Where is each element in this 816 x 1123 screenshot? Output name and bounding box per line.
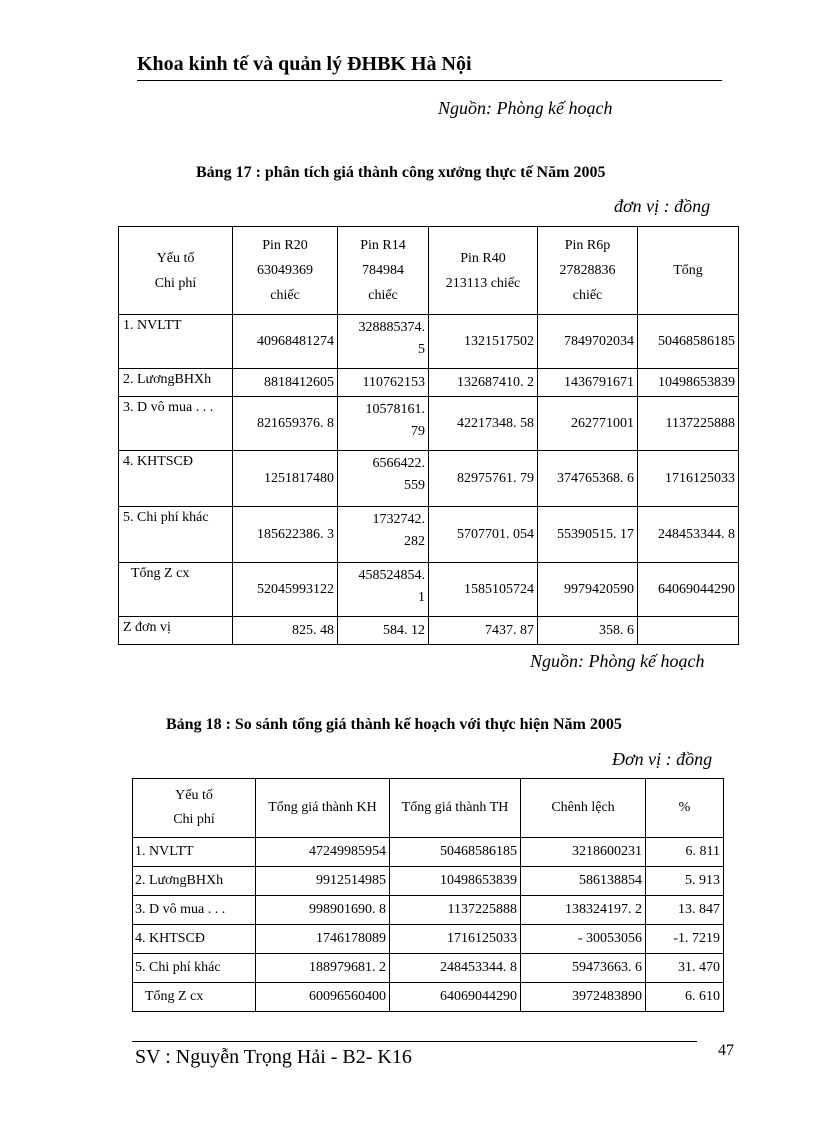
table-header-row <box>133 779 724 838</box>
row-label: 2. LươngBHXh <box>119 369 233 397</box>
cell-r20: 1251817480 <box>233 451 338 507</box>
cell-total <box>638 617 739 645</box>
cell-r40: 1321517502 <box>429 315 538 369</box>
cost-analysis-table <box>118 226 739 645</box>
cell-planned: 47249985954 <box>256 838 390 867</box>
cell-r20: 52045993122 <box>233 563 338 617</box>
footer-divider <box>132 1041 697 1042</box>
header-cell-total: Tổng <box>638 227 739 315</box>
cell-percent: 6. 811 <box>646 838 724 867</box>
row-label: Tổng Z cx <box>133 983 256 1012</box>
table-row <box>133 896 724 925</box>
page-number: 47 <box>718 1042 734 1059</box>
table-row-total <box>119 563 739 617</box>
header-cell-percent: % <box>646 779 724 838</box>
cell-planned: 60096560400 <box>256 983 390 1012</box>
cell-r40: 82975761. 79 <box>429 451 538 507</box>
table-row <box>119 617 739 645</box>
cell-r40: 7437. 87 <box>429 617 538 645</box>
header-cell-r20: Pin R20 63049369 chiếc <box>233 227 338 315</box>
cell-r14: 584. 12 <box>338 617 429 645</box>
cell-r20: 825. 48 <box>233 617 338 645</box>
cell-r14: 6566422. 559 <box>338 451 429 507</box>
cell-percent: 31. 470 <box>646 954 724 983</box>
cell-r40: 5707701. 054 <box>429 507 538 563</box>
cell-actual: 10498653839 <box>390 867 521 896</box>
cell-r20: 185622386. 3 <box>233 507 338 563</box>
cell-r40: 132687410. 2 <box>429 369 538 397</box>
table17-source: Nguồn: Phòng kế hoạch <box>530 651 705 671</box>
cell-percent: 13. 847 <box>646 896 724 925</box>
table-row <box>119 397 739 451</box>
row-label: Z đơn vị <box>119 617 233 645</box>
header-cell-r6p: Pin R6p 27828836 chiếc <box>538 227 638 315</box>
cell-total: 50468586185 <box>638 315 739 369</box>
row-label: 4. KHTSCĐ <box>119 451 233 507</box>
table18-caption: Bảng 18 : So sánh tổng giá thành kế hoạch với thực hiện Năm 2005 <box>166 716 622 733</box>
cell-r40: 1585105724 <box>429 563 538 617</box>
cell-total: 1716125033 <box>638 451 739 507</box>
row-label: 3. D vô mua . . . <box>133 896 256 925</box>
cell-planned: 9912514985 <box>256 867 390 896</box>
cell-r14: 458524854. 1 <box>338 563 429 617</box>
cell-total: 248453344. 8 <box>638 507 739 563</box>
header-cell-factor: Yếu tố Chi phí <box>133 779 256 838</box>
cell-difference: 3972483890 <box>521 983 646 1012</box>
cell-difference: 138324197. 2 <box>521 896 646 925</box>
table-row-total <box>133 983 724 1012</box>
table-row <box>119 369 739 397</box>
table-row <box>119 507 739 563</box>
page-header <box>137 52 722 81</box>
source-note-top: Nguồn: Phòng kế hoạch <box>438 98 613 118</box>
header-cell-difference: Chênh lệch <box>521 779 646 838</box>
table-row <box>133 867 724 896</box>
table-row <box>119 451 739 507</box>
cell-actual: 64069044290 <box>390 983 521 1012</box>
cell-actual: 1137225888 <box>390 896 521 925</box>
cell-r20: 8818412605 <box>233 369 338 397</box>
cell-actual: 248453344. 8 <box>390 954 521 983</box>
cell-r40: 42217348. 58 <box>429 397 538 451</box>
cell-r20: 40968481274 <box>233 315 338 369</box>
cell-planned: 1746178089 <box>256 925 390 954</box>
cell-planned: 188979681. 2 <box>256 954 390 983</box>
row-label: Tổng Z cx <box>119 563 233 617</box>
header-cell-factor: Yếu tố Chi phí <box>119 227 233 315</box>
cost-comparison-table <box>132 778 724 1012</box>
cell-r6p: 7849702034 <box>538 315 638 369</box>
header-cell-planned: Tổng giá thành KH <box>256 779 390 838</box>
cell-r14: 10578161. 79 <box>338 397 429 451</box>
header-cell-actual: Tổng giá thành TH <box>390 779 521 838</box>
cell-percent: -1. 7219 <box>646 925 724 954</box>
cell-r14: 1732742. 282 <box>338 507 429 563</box>
row-label: 4. KHTSCĐ <box>133 925 256 954</box>
cell-r6p: 1436791671 <box>538 369 638 397</box>
cell-r14: 328885374. 5 <box>338 315 429 369</box>
cell-percent: 6. 610 <box>646 983 724 1012</box>
row-label: 1. NVLTT <box>133 838 256 867</box>
cell-r6p: 374765368. 6 <box>538 451 638 507</box>
row-label: 2. LươngBHXh <box>133 867 256 896</box>
cell-actual: 50468586185 <box>390 838 521 867</box>
table-header-row <box>119 227 739 315</box>
cell-r6p: 358. 6 <box>538 617 638 645</box>
cell-difference: 586138854 <box>521 867 646 896</box>
header-title: Khoa kinh tế và quản lý ĐHBK Hà Nội <box>137 53 472 75</box>
table18-unit: Đơn vị : đồng <box>612 749 713 769</box>
cell-difference: 59473663. 6 <box>521 954 646 983</box>
header-cell-r40: Pin R40 213113 chiếc <box>429 227 538 315</box>
footer-author: SV : Nguyễn Trọng Hải - B2- K16 <box>135 1046 412 1068</box>
row-label: 5. Chi phí khác <box>133 954 256 983</box>
table-row <box>133 954 724 983</box>
table-row <box>133 838 724 867</box>
cell-difference: - 30053056 <box>521 925 646 954</box>
cell-r6p: 9979420590 <box>538 563 638 617</box>
table-row <box>119 315 739 369</box>
table-row <box>133 925 724 954</box>
cell-total: 1137225888 <box>638 397 739 451</box>
row-label: 1. NVLTT <box>119 315 233 369</box>
row-label: 3. D vô mua . . . <box>119 397 233 451</box>
cell-percent: 5. 913 <box>646 867 724 896</box>
cell-total: 64069044290 <box>638 563 739 617</box>
cell-r20: 821659376. 8 <box>233 397 338 451</box>
cell-r6p: 55390515. 17 <box>538 507 638 563</box>
cell-actual: 1716125033 <box>390 925 521 954</box>
table17-caption: Bảng 17 : phân tích giá thành công xưởng thực tế Năm 2005 <box>196 164 606 181</box>
cell-r14: 110762153 <box>338 369 429 397</box>
header-cell-r14: Pin R14 784984 chiếc <box>338 227 429 315</box>
table17-unit: đơn vị : đồng <box>614 196 711 216</box>
cell-difference: 3218600231 <box>521 838 646 867</box>
cell-total: 10498653839 <box>638 369 739 397</box>
cell-r6p: 262771001 <box>538 397 638 451</box>
cell-planned: 998901690. 8 <box>256 896 390 925</box>
row-label: 5. Chi phí khác <box>119 507 233 563</box>
